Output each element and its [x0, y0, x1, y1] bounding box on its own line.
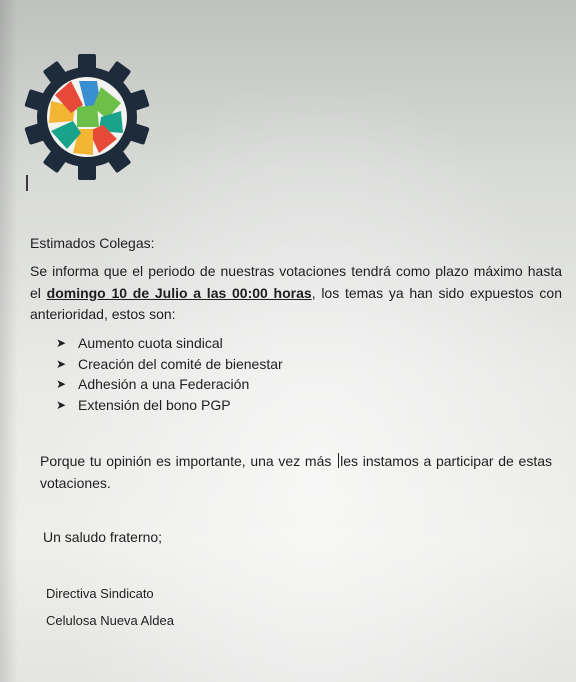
paragraph-text-end: , los temas ya han sido expuestos con anterioridad, estos son:	[30, 284, 562, 322]
list-item	[56, 395, 283, 416]
arrow-bullet-icon: ➤	[56, 397, 67, 412]
topic-label: Extensión del bono PGP	[78, 396, 231, 413]
text-caret	[338, 453, 339, 468]
invitation-paragraph	[40, 450, 552, 494]
paragraph-text: Porque tu opinión es importante, una vez más	[40, 453, 337, 469]
letter-greeting: Estimados Colegas:	[30, 235, 155, 251]
topic-label: Adhesión a una Federación	[78, 376, 250, 392]
arrow-bullet-icon: ➤	[56, 377, 67, 391]
page-shadow	[0, 0, 18, 682]
list-item	[56, 354, 283, 375]
list-item	[56, 374, 283, 395]
topic-label: Creación del comité de bienestar	[78, 355, 283, 372]
paragraph-text: Se informa que el periodo de nuestras votaciones tendrá como plazo máximo hasta el	[30, 263, 562, 301]
paragraph-text-end: les instamos a participar de estas votaciones.	[40, 453, 552, 491]
union-gear-hands-logo	[22, 52, 152, 182]
arrow-bullet-icon: ➤	[56, 356, 67, 371]
list-item	[56, 333, 283, 354]
text-cursor-mark	[26, 175, 28, 191]
organization-line: Celulosa Nueva Aldea	[46, 613, 174, 628]
topic-label: Aumento cuota sindical	[78, 335, 223, 351]
deadline-text: domingo 10 de Julio a las 00:00 horas	[46, 284, 312, 301]
signature-line: Directiva Sindicato	[46, 586, 154, 601]
arrow-bullet-icon: ➤	[56, 336, 67, 350]
closing-line: Un saludo fraterno;	[43, 529, 163, 545]
topics-list	[56, 333, 283, 415]
announcement-paragraph	[30, 261, 562, 326]
